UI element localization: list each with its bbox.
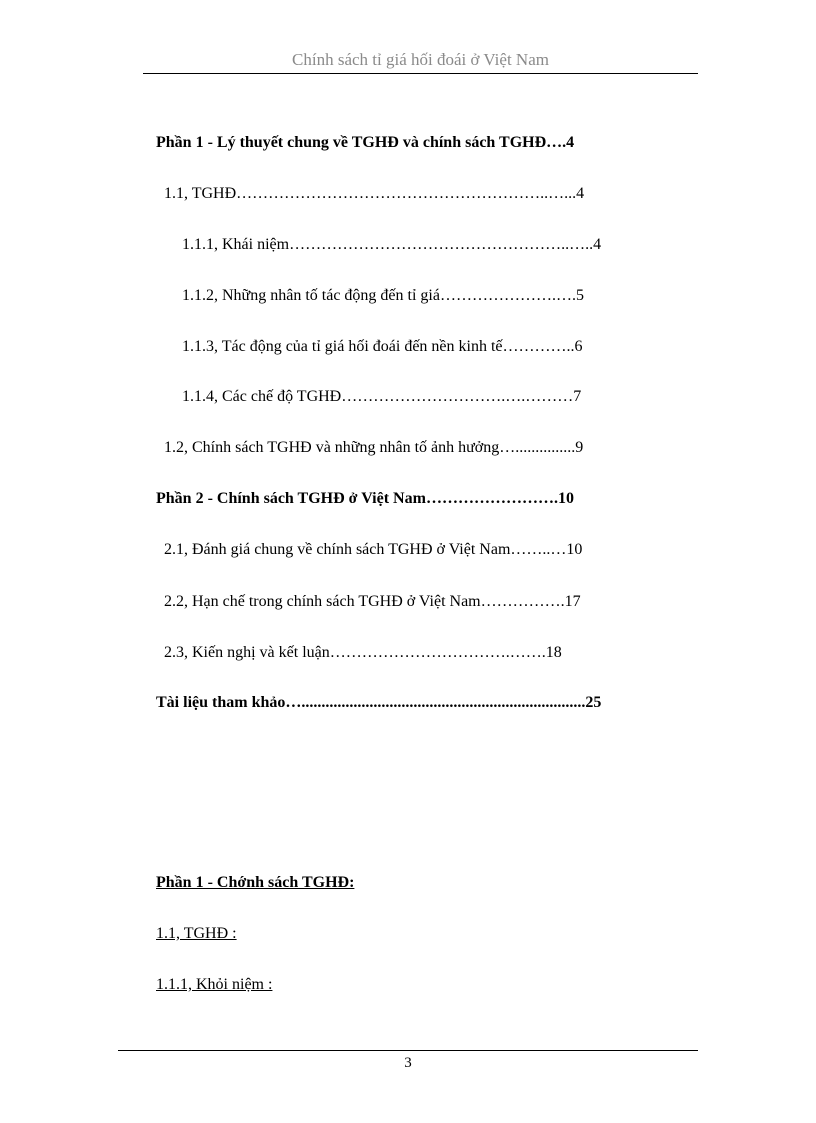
footer-rule bbox=[118, 1050, 698, 1051]
toc-entry-1-1[interactable]: 1.1, TGHĐ…………………………………………………..…...4 bbox=[164, 185, 585, 202]
toc-entry-2-3[interactable]: 2.3, Kiến nghị và kết luận…………………………….…….18 bbox=[164, 644, 562, 661]
section-heading-1-1-1: 1.1.1, Khỏi niệm : bbox=[156, 976, 273, 993]
header-rule bbox=[143, 73, 698, 74]
section-heading-part-1: Phần 1 - Chớnh sách TGHĐ: bbox=[156, 874, 355, 891]
toc-entry-1-1-1[interactable]: 1.1.1, Khái niệm……………………………………………..…..4 bbox=[182, 236, 602, 253]
toc-entry-part-1[interactable]: Phần 1 - Lý thuyết chung về TGHĐ và chính sách TGHĐ….4 bbox=[156, 134, 575, 151]
toc-entry-2-2[interactable]: 2.2, Hạn chế trong chính sách TGHĐ ở Việt Nam…………….17 bbox=[164, 593, 581, 610]
page-number: 3 bbox=[404, 1055, 412, 1071]
toc-entry-1-1-4[interactable]: 1.1.4, Các chế độ TGHĐ………………………….….………7 bbox=[182, 388, 582, 405]
running-header: Chính sách tỉ giá hối đoái ở Việt Nam bbox=[292, 50, 549, 69]
toc-entry-2-1[interactable]: 2.1, Đánh giá chung về chính sách TGHĐ ở Việt Nam……..…10 bbox=[164, 541, 583, 558]
toc-entry-part-2[interactable]: Phần 2 - Chính sách TGHĐ ở Việt Nam…………………….10 bbox=[156, 490, 574, 507]
toc-entry-1-1-3[interactable]: 1.1.3, Tác động của tỉ giá hối đoái đến nền kinh tế…………..6 bbox=[182, 338, 583, 355]
section-heading-1-1: 1.1, TGHĐ : bbox=[156, 925, 237, 942]
toc-entry-1-2[interactable]: 1.2, Chính sách TGHĐ và những nhân tố ảnh hưởng…...............9 bbox=[164, 439, 584, 456]
toc-entry-1-1-2[interactable]: 1.1.2, Những nhân tố tác động đến tỉ giá………………….….5 bbox=[182, 287, 584, 304]
toc-entry-references[interactable]: Tài liệu tham khảo….......................................................................25 bbox=[156, 694, 602, 711]
